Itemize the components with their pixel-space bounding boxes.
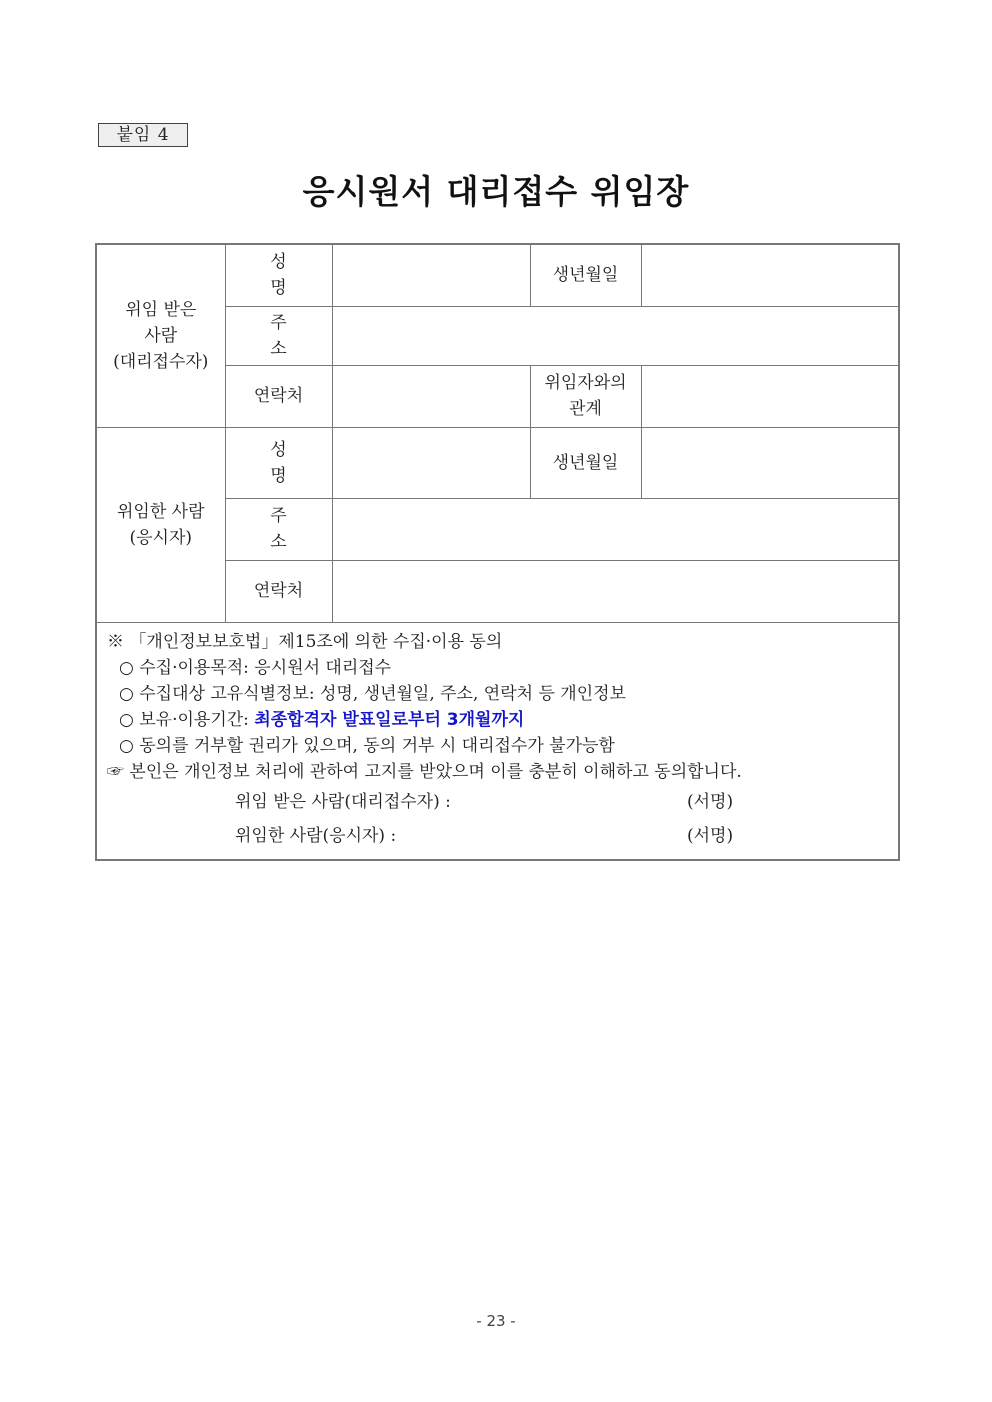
consent-purpose: ○ 수집·이용목적: 응시원서 대리접수 bbox=[119, 657, 392, 678]
delegate-name-row bbox=[96, 244, 899, 306]
sign-delegate-signature[interactable]: (서명) bbox=[687, 791, 734, 812]
delegator-birth-field[interactable] bbox=[641, 427, 899, 498]
consent-refusal: ○ 동의를 거부할 권리가 있으며, 동의 거부 시 대리접수가 불가능함 bbox=[119, 735, 615, 756]
delegate-relation-field[interactable] bbox=[641, 365, 899, 427]
sign-delegate-label: 위임 받은 사람(대리접수자) : bbox=[235, 791, 451, 812]
page-number: - 23 - bbox=[476, 1312, 516, 1330]
delegate-group-label: 위임 받은 사람 (대리접수자) bbox=[96, 244, 225, 427]
delegate-birth-label: 생년월일 bbox=[530, 244, 641, 306]
sign-delegator-label: 위임한 사람(응시자) : bbox=[235, 825, 397, 846]
delegator-name-row bbox=[96, 427, 899, 498]
delegate-contact-label: 연락처 bbox=[225, 365, 332, 427]
consent-period-highlight: 최종합격자 발표일로부터 3개월까지 bbox=[254, 709, 525, 730]
delegate-name-field[interactable] bbox=[332, 244, 530, 306]
delegate-address-label: 주 소 bbox=[225, 306, 332, 365]
sign-delegate-row bbox=[107, 785, 898, 819]
document-title: 응시원서 대리접수 위임장 bbox=[302, 172, 690, 211]
consent-items: ○ 수집대상 고유식별정보: 성명, 생년월일, 주소, 연락처 등 개인정보 bbox=[119, 683, 626, 704]
delegator-address-field[interactable] bbox=[332, 498, 899, 560]
consent-row bbox=[96, 622, 899, 860]
delegate-name-label: 성 명 bbox=[225, 244, 332, 306]
sign-delegator-signature[interactable]: (서명) bbox=[687, 825, 734, 846]
delegate-contact-field[interactable] bbox=[332, 365, 530, 427]
sign-delegator-row bbox=[107, 819, 898, 853]
delegator-birth-label: 생년월일 bbox=[530, 427, 641, 498]
delegator-contact-field[interactable] bbox=[332, 560, 899, 622]
delegator-name-label: 성 명 bbox=[225, 427, 332, 498]
consent-period: ○ 보유·이용기간: 최종합격자 발표일로부터 3개월까지 bbox=[119, 709, 525, 730]
delegator-name-field[interactable] bbox=[332, 427, 530, 498]
attachment-label: 붙임 4 bbox=[98, 123, 188, 147]
consent-header: ※ 「개인정보보호법」제15조에 의한 수집·이용 동의 bbox=[107, 631, 503, 652]
delegation-form-table bbox=[95, 243, 900, 861]
consent-notice bbox=[96, 622, 899, 860]
delegator-address-label: 주 소 bbox=[225, 498, 332, 560]
delegate-address-field[interactable] bbox=[332, 306, 899, 365]
delegate-birth-field[interactable] bbox=[641, 244, 899, 306]
delegate-relation-label: 위임자와의 관계 bbox=[530, 365, 641, 427]
delegator-group-label: 위임한 사람 (응시자) bbox=[96, 427, 225, 622]
consent-statement: ☞ 본인은 개인정보 처리에 관하여 고지를 받았으며 이를 충분히 이해하고 동의합니다. bbox=[107, 761, 742, 782]
delegator-contact-label: 연락처 bbox=[225, 560, 332, 622]
